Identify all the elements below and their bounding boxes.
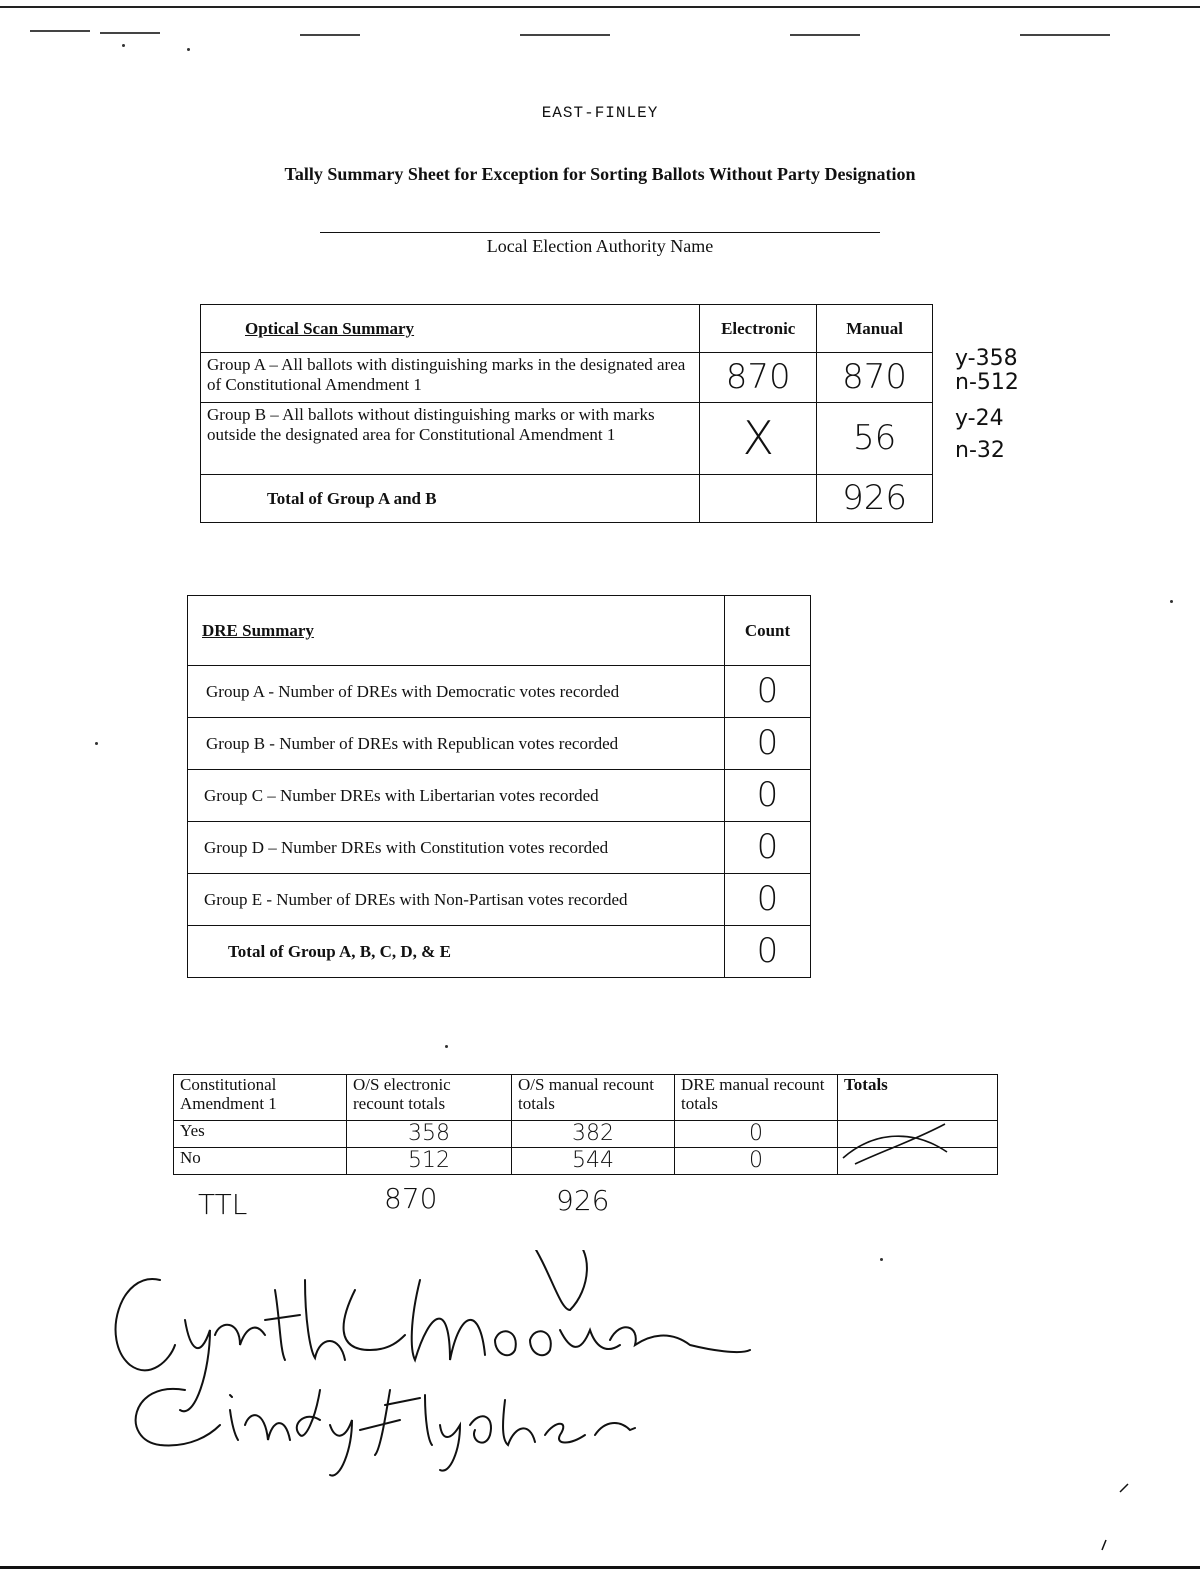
scan-speck <box>880 1258 883 1261</box>
dre-group-c-count: 0 <box>725 770 811 822</box>
col-count: Count <box>725 596 811 666</box>
scan-artifact <box>30 30 90 32</box>
scan-speck <box>1170 600 1173 603</box>
col-os-manual: O/S manual recount totals <box>512 1075 675 1121</box>
dre-group-a-count: 0 <box>725 666 811 718</box>
scan-speck <box>95 742 98 745</box>
township-name: EAST-FINLEY <box>541 104 659 122</box>
dre-group-b-count: 0 <box>725 718 811 770</box>
signatures <box>90 1250 770 1490</box>
yes-os-manual: 382 <box>512 1121 675 1148</box>
col-totals: Totals <box>838 1075 998 1121</box>
group-b-manual: 56 <box>817 403 933 475</box>
authority-name-label: Local Election Authority Name <box>486 236 714 256</box>
dre-group-c-label: Group C – Number DREs with Libertarian votes recorded <box>188 770 725 822</box>
dre-group-a-label: Group A - Number of DREs with Democratic votes recorded <box>188 666 725 718</box>
dre-group-d-count: 0 <box>725 822 811 874</box>
no-dre-manual: 0 <box>675 1148 838 1175</box>
scan-artifact <box>790 34 860 36</box>
scan-artifact <box>1020 34 1110 36</box>
dre-group-b-label: Group B - Number of DREs with Republican votes recorded <box>188 718 725 770</box>
dre-total-count: 0 <box>725 926 811 978</box>
top-border-line <box>0 6 1200 8</box>
signature-2 <box>136 1389 635 1476</box>
total-a-b-label: Total of Group A and B <box>201 475 700 523</box>
dre-group-e-count: 0 <box>725 874 811 926</box>
ttl-os-electronic: 870 <box>384 1182 438 1215</box>
ttl-os-manual: 926 <box>556 1184 610 1217</box>
col-os-electronic: O/S electronic recount totals <box>347 1075 512 1121</box>
signature-1 <box>116 1250 750 1411</box>
total-a-b-manual: 926 <box>817 475 933 523</box>
group-a-label: Group A – All ballots with distinguishing marks in the designated area of Constitutional Amendment 1 <box>201 353 700 403</box>
optical-scan-heading: Optical Scan Summary <box>201 305 700 353</box>
totals-strikeout-mark <box>835 1120 955 1168</box>
optical-scan-table <box>200 304 933 523</box>
dre-group-d-label: Group D – Number DREs with Constitution votes recorded <box>188 822 725 874</box>
total-a-b-electronic <box>700 475 817 523</box>
scan-speck <box>187 48 190 51</box>
yes-dre-manual: 0 <box>675 1121 838 1148</box>
scan-artifact <box>300 34 360 36</box>
col-electronic: Electronic <box>700 305 817 353</box>
row-no-label: No <box>174 1148 347 1175</box>
group-b-electronic: X <box>700 403 817 475</box>
group-a-electronic: 870 <box>700 353 817 403</box>
group-a-manual: 870 <box>817 353 933 403</box>
no-os-electronic: 512 <box>347 1148 512 1175</box>
dre-group-e-label: Group E - Number of DREs with Non-Partisan votes recorded <box>188 874 725 926</box>
dre-heading: DRE Summary <box>188 596 725 666</box>
ttl-label: TTL <box>198 1188 248 1221</box>
scan-artifact <box>100 32 160 34</box>
scan-speck <box>445 1045 448 1048</box>
page-title: Tally Summary Sheet for Exception for Sorting Ballots Without Party Designation <box>284 164 916 184</box>
dre-total-label: Total of Group A, B, C, D, & E <box>188 926 725 978</box>
margin-note-no-b: n-32 <box>955 438 1005 463</box>
margin-note-yes-b: y-24 <box>955 406 1004 431</box>
dre-summary-table <box>187 595 811 978</box>
group-b-label: Group B – All ballots without distinguishing marks or with marks outside the designated area for Constitutional Amendment 1 <box>201 403 700 475</box>
margin-note-yes-a: y-358 <box>955 346 1018 371</box>
margin-note-no-a: n-512 <box>955 370 1019 395</box>
col-amendment: Constitutional Amendment 1 <box>174 1075 347 1121</box>
yes-os-electronic: 358 <box>347 1121 512 1148</box>
row-yes-label: Yes <box>174 1121 347 1148</box>
col-dre-manual: DRE manual recount totals <box>675 1075 838 1121</box>
stray-pen-marks <box>1090 1480 1140 1560</box>
authority-name-blank <box>320 232 880 233</box>
no-os-manual: 544 <box>512 1148 675 1175</box>
scan-artifact <box>520 34 610 36</box>
scan-speck <box>122 44 125 47</box>
bottom-border-line <box>0 1566 1200 1569</box>
col-manual: Manual <box>817 305 933 353</box>
